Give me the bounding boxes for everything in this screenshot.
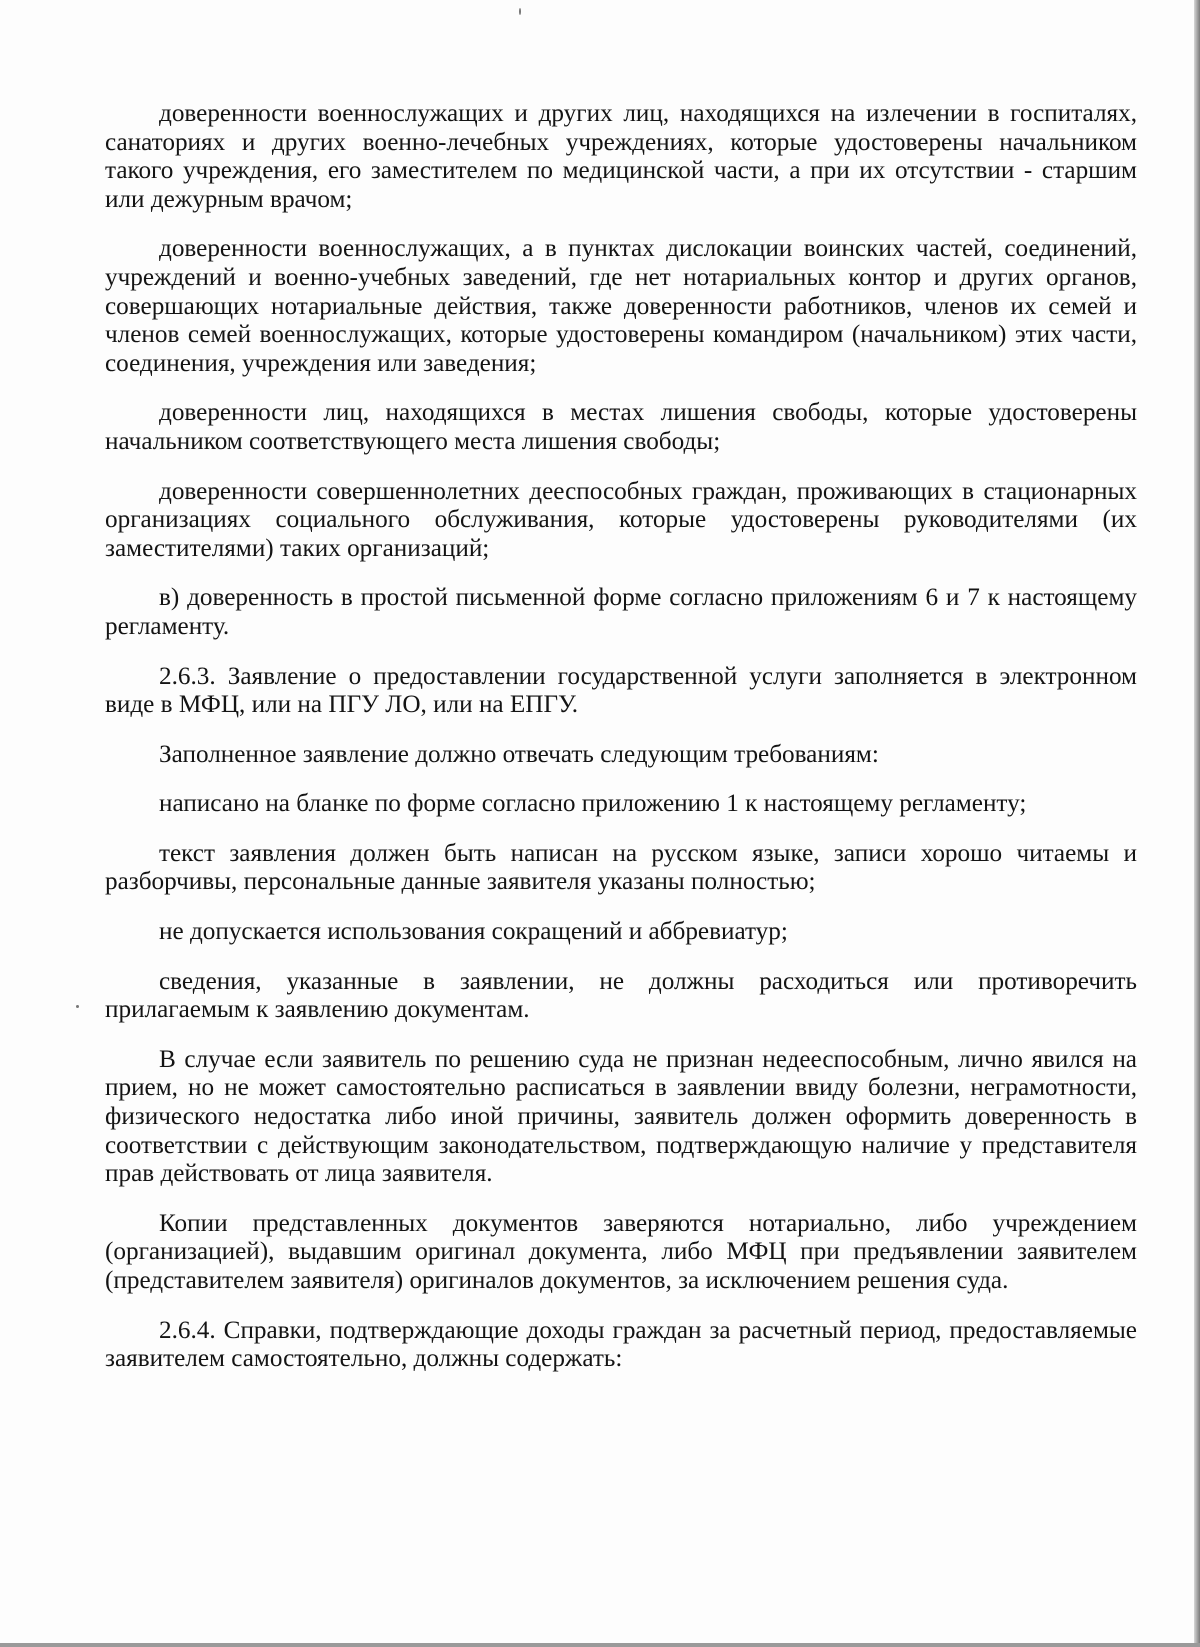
page-right-edge-shadow [1194, 0, 1200, 1647]
paragraph: В случае если заявитель по решению суда не признан недееспособным, лично явился на прием, но не может самостоятельно расписаться в заявлении ввиду болезни, неграмотности, физического недостатка либо иной причины, заявитель должен оформить доверенность в соответствии с действующим законодательством, подтверждающую наличие у представителя прав действовать от лица заявителя. [105, 1045, 1137, 1188]
paragraph: доверенности военнослужащих, а в пунктах дислокации воинских частей, соединений, учреждений и военно-учебных заведений, где нет нотариальных контор и других органов, совершающих нотариальные действия, также доверенности работников, членов их семей и членов семей военнослужащих, которые удостоверены командиром (начальником) этих части, соединения, учреждения или заведения; [105, 235, 1137, 377]
paragraph: в) доверенность в простой письменной форме согласно приложениям 6 и 7 к настоящему регламенту. [105, 584, 1137, 640]
paragraph: Копии представленных документов заверяются нотариально, либо учреждением (организацией), выдавшим оригинал документа, либо МФЦ при предъявлении заявителем (представителем заявителя) оригиналов документов, за исключением решения суда. [105, 1209, 1137, 1294]
paragraph: доверенности лиц, находящихся в местах лишения свободы, которые удостоверены начальником соответствующего места лишения свободы; [105, 399, 1137, 455]
paragraph: не допускается использования сокращений и аббревиатур; [159, 918, 788, 946]
paragraph: написано на бланке по форме согласно приложению 1 к настоящему регламенту; [159, 790, 1027, 818]
paragraph: сведения, указанные в заявлении, не должны расходиться или противоречить прилагаемым к заявлению документам. [105, 967, 1137, 1024]
page-bottom-edge-shadow [0, 1643, 1200, 1647]
scan-speck [76, 1005, 79, 1008]
scan-speck [519, 8, 521, 15]
paragraph: доверенности военнослужащих и других лиц, находящихся на излечении в госпиталях, санаториях и других военно-лечебных учреждениях, которые удостоверены начальником такого учреждения, его заместителем по медицинской части, а при их отсутствии - старшим или дежурным врачом; [105, 100, 1137, 213]
paragraph: 2.6.3. Заявление о предоставлении государственной услуги заполняется в электронном виде в МФЦ, или на ПГУ ЛО, или на ЕПГУ. [105, 662, 1137, 719]
paragraph: текст заявления должен быть написан на русском языке, записи хорошо читаемы и разборчивы, персональные данные заявителя указаны полностью; [105, 839, 1137, 896]
paragraph: доверенности совершеннолетних дееспособных граждан, проживающих в стационарных организациях социального обслуживания, которые удостоверены руководителями (их заместителями) таких организаций; [105, 477, 1137, 562]
document-body [105, 100, 1137, 1395]
paragraph: 2.6.4. Справки, подтверждающие доходы граждан за расчетный период, предоставляемые заявителем самостоятельно, должны содержать: [105, 1316, 1137, 1373]
paragraph: Заполненное заявление должно отвечать следующим требованиям: [159, 740, 879, 768]
